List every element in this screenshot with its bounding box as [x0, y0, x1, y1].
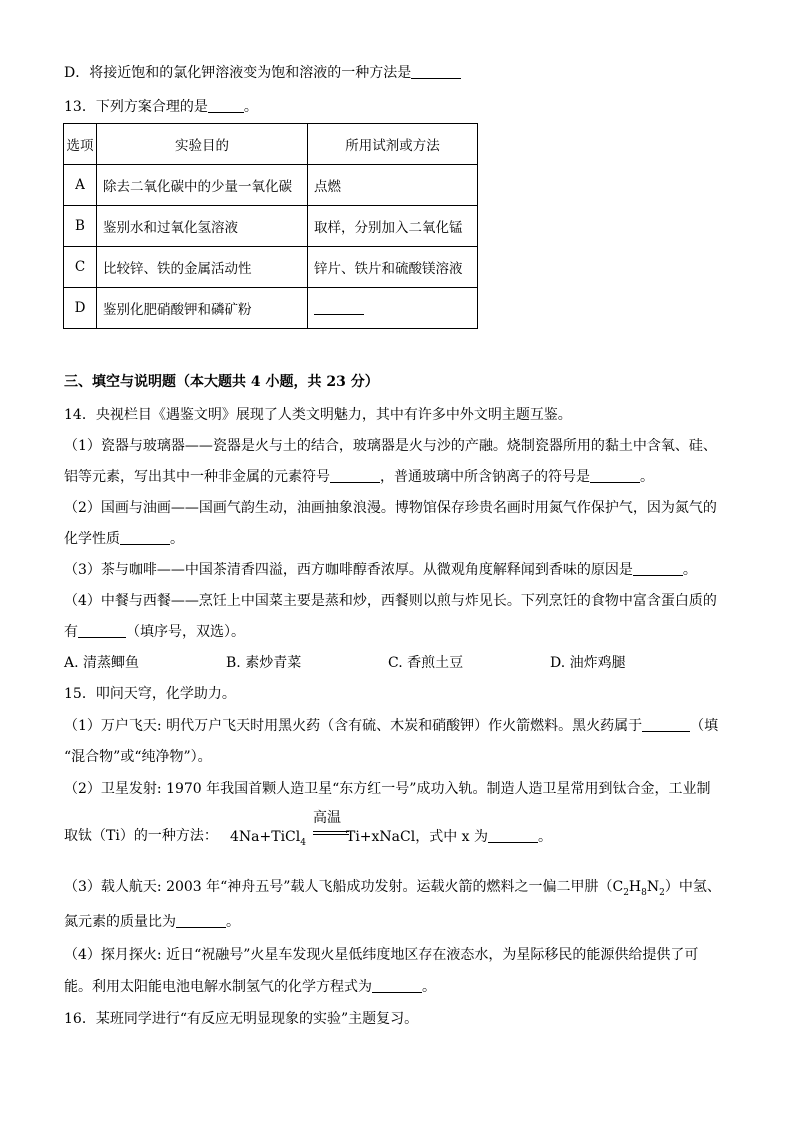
table-cell: 鉴别水和过氧化氢溶液	[97, 206, 308, 247]
header-cell: 所用试剂或方法	[308, 124, 478, 165]
question-13: 13．下列方案合理的是 。	[64, 99, 258, 115]
answer-blank	[642, 717, 690, 732]
table-row	[64, 165, 478, 206]
answer-blank	[176, 913, 226, 928]
q14-part2-line2: 化学性质 。	[64, 531, 184, 547]
table-cell: 取样，分别加入二氧化锰	[308, 206, 478, 247]
q15-part3-line1: （3）载人航天: 2003 年“神舟五号”载人飞船成功发射。运载火箭的燃料之一偏二甲肼$(C_2H_8N_2)$中氢、	[64, 879, 721, 898]
table-cell: 除去二氧化碳中的少量一氧化碳	[97, 165, 308, 206]
table-cell: C	[64, 247, 97, 288]
table-cell: A	[64, 165, 97, 206]
q15-part3-line2: 氮元素的质量比为 。	[64, 914, 240, 930]
q14-part3: （3）茶与咖啡——中国茶清香四溢，西方咖啡醇香浓厚。从微观角度解释闻到香味的原因是 。	[64, 562, 697, 578]
options-table	[63, 123, 478, 329]
answer-blank	[590, 468, 640, 483]
table-cell: D	[64, 288, 97, 329]
table-cell: B	[64, 206, 97, 247]
reaction-condition: 高温	[313, 810, 341, 826]
q15-part2-line1: （2）卫星发射: 1970 年我国首颗人造卫星“东方红一号”成功入轨。制造人造卫星常用到钛合金，工业制	[64, 781, 711, 797]
chemical-formula: $C_2H_8N_2$	[612, 879, 665, 898]
chemical-equation: 4Na+TiCl$_4$ Ti+xNaCl，式中 x 为 。	[230, 829, 553, 848]
q14-part4-line1: （4）中餐与西餐——烹饪上中国菜主要是蒸和炒，西餐则以煎与炸见长。下列烹饪的食物中富含蛋白质的	[64, 593, 717, 609]
equation-bar	[313, 831, 349, 832]
q14-part1-line1: （1）瓷器与玻璃器——瓷器是火与土的结合，玻璃器是火与沙的产融。烧制瓷器所用的黏土中含氧、硅、	[64, 438, 717, 454]
answer-blank	[488, 828, 538, 843]
q15-part4-line1: （4）探月探火: 近日“祝融号”火星车发现火星低纬度地区存在液态水，为星际移民的能源供给提供了可	[64, 947, 699, 963]
header-cell: 选项	[64, 124, 97, 165]
header-cell: 实验目的	[97, 124, 308, 165]
option-b: B. 素炒青菜	[226, 655, 302, 671]
table-header-row	[64, 124, 478, 165]
question-15: 15．叩问天穹，化学助力。	[64, 686, 236, 702]
equation-bar	[313, 834, 349, 835]
table-cell: 鉴别化肥硝酸钾和磷矿粉	[97, 288, 308, 329]
table-row	[64, 206, 478, 247]
answer-blank	[330, 468, 380, 483]
table-cell: 点燃	[308, 165, 478, 206]
answer-blank	[411, 64, 461, 79]
q15-part4-line2: 能。利用太阳能电池电解水制氢气的化学方程式为 。	[64, 979, 436, 995]
option-a: A. 清蒸鲫鱼	[64, 655, 140, 671]
question-14: 14．央视栏目《遇鉴文明》展现了人类文明魅力，其中有许多中外文明主题互鉴。	[64, 407, 572, 423]
q14-part4-line2: 有 （填序号，双选）。	[64, 624, 245, 640]
table-cell: 锌片、铁片和硫酸镁溶液	[308, 247, 478, 288]
q14-options	[64, 653, 712, 673]
question-16: 16．某班同学进行“有反应无明显现象的实验”主题复习。	[64, 1011, 419, 1027]
q14-part1-line2: 铝等元素，写出其中一种非金属的元素符号 ，普通玻璃中所含钠离子的符号是 。	[64, 469, 654, 485]
q14-part2-line1: （2）国画与油画——国画气韵生动，油画抽象浪漫。博物馆保存珍贵名画时用氮气作保护气，因为氮气的	[64, 500, 717, 516]
answer-blank	[208, 98, 244, 113]
table-cell: 比较锌、铁的金属活动性	[97, 247, 308, 288]
q15-part1-line2: “混合物”或“纯净物”）。	[64, 749, 212, 765]
table-cell	[308, 288, 478, 329]
answer-blank	[314, 300, 364, 315]
answer-blank	[120, 530, 170, 545]
option-c: C. 香煎土豆	[388, 655, 464, 671]
answer-blank	[372, 978, 422, 993]
option-d-line: D．将接近饱和的氯化钾溶液变为饱和溶液的一种方法是	[64, 63, 461, 83]
q15-part2-line2: 取钛（Ti）的一种方法：	[64, 828, 218, 844]
answer-blank	[633, 561, 683, 576]
table-row	[64, 247, 478, 288]
option-d: D. 油炸鸡腿	[550, 655, 626, 671]
answer-blank	[78, 623, 126, 638]
section-heading: 三、填空与说明题（本大题共 4 小题，共 23 分）	[64, 374, 379, 390]
table-row	[64, 288, 478, 329]
q15-part1-line1: （1）万户飞天: 明代万户飞天时用黑火药（含有硫、木炭和硝酸钾）作火箭燃料。黑火药属于 （填	[64, 718, 719, 734]
